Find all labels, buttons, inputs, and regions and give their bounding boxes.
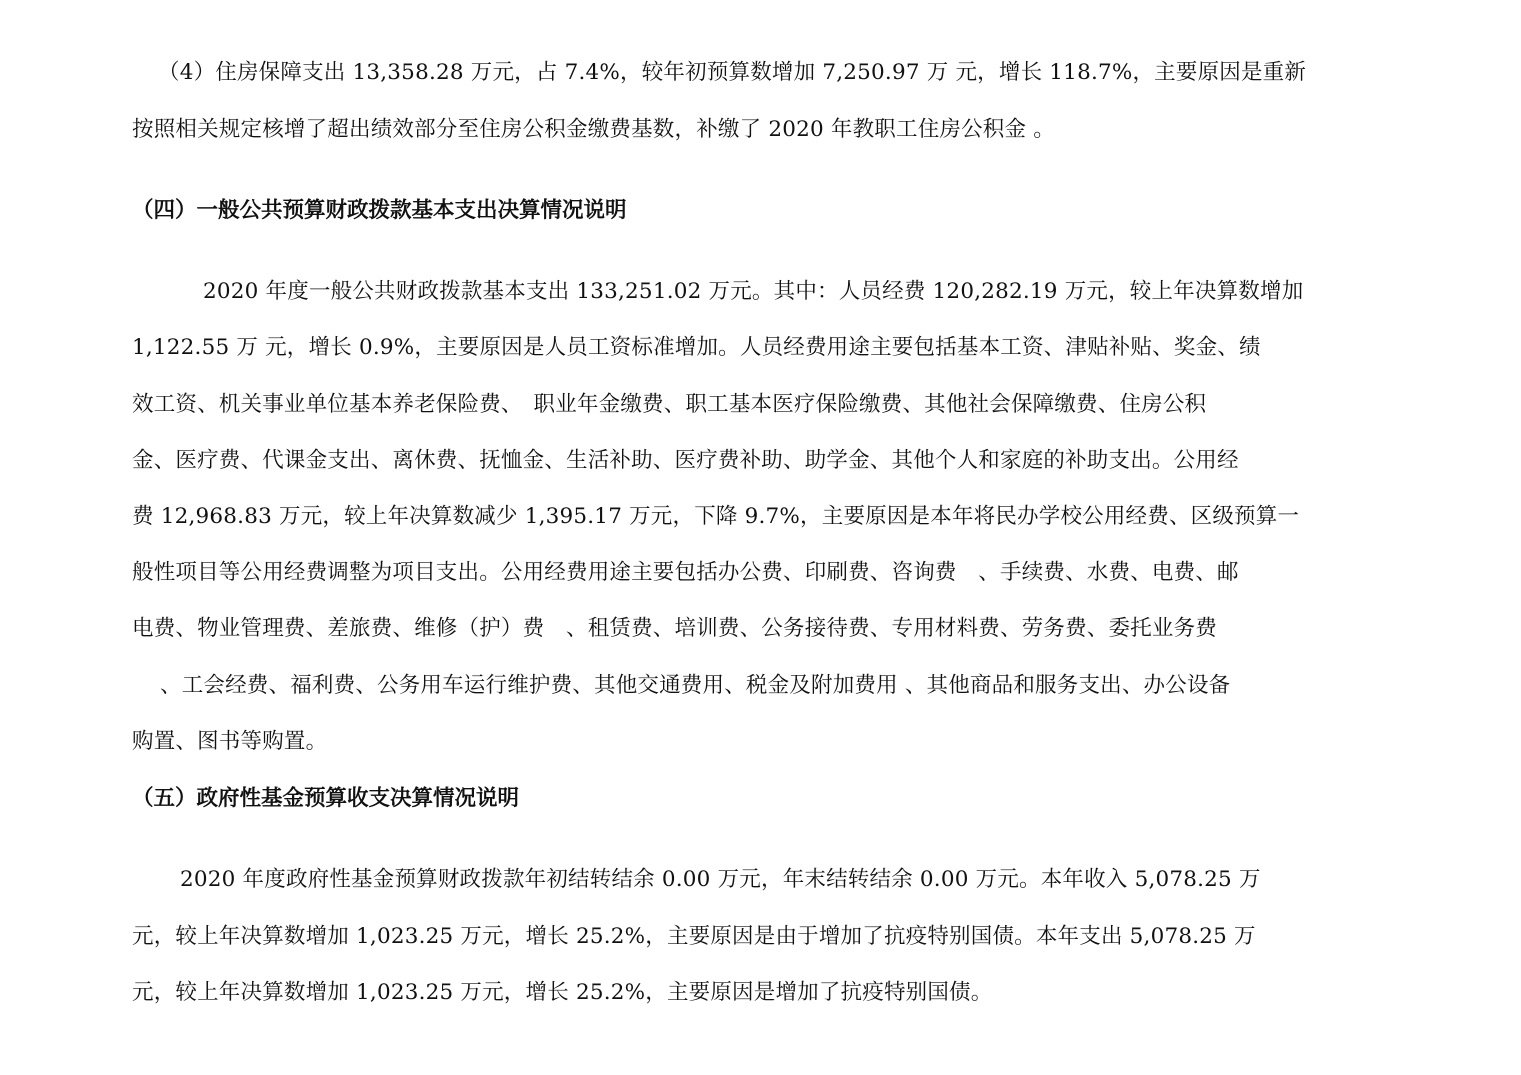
- section-four-line-9: 购置、图书等购置。: [132, 729, 328, 754]
- section-five-heading: （五）政府性基金预算收支决算情况说明: [132, 786, 520, 811]
- section-four-line-4: 金、医疗费、代课金支出、离休费、抚恤金、生活补助、医疗费补助、助学金、其他个人和家庭的补助支出。公用经: [132, 448, 1239, 473]
- section-four-line-7: 电费、物业管理费、差旅费、维修（护）费 、租赁费、培训费、公务接待费、专用材料费、劳务费、委托业务费: [132, 616, 1218, 641]
- section-four-heading: （四）一般公共预算财政拨款基本支出决算情况说明: [132, 198, 627, 223]
- section-five-line-1: 2020 年度政府性基金预算财政拨款年初结转结余 0.00 万元，年末结转结余 0.00 万元。本年收入 5,078.25 万: [180, 867, 1261, 892]
- section-four-line-2: 1,122.55 万 元，增长 0.9%，主要原因是人员工资标准增加。人员经费用途主要包括基本工资、津贴补贴、奖金、绩: [132, 335, 1261, 360]
- section-five-line-3: 元，较上年决算数增加 1,023.25 万元，增长 25.2%，主要原因是增加了抗疫特别国债。: [132, 980, 993, 1005]
- section-four-line-1: 2020 年度一般公共财政拨款基本支出 133,251.02 万元。其中：人员经费 120,282.19 万元，较上年决算数增加: [203, 279, 1304, 304]
- section-four-line-8: 、工会经费、福利费、公务用车运行维护费、其他交通费用、税金及附加费用 、其他商品和服务支出、办公设备: [160, 673, 1231, 698]
- section-four-line-5: 费 12,968.83 万元，较上年决算数减少 1,395.17 万元，下降 9.7%，主要原因是本年将民办学校公用经费、区级预算一: [132, 504, 1300, 529]
- housing-paragraph-line-1: （4）住房保障支出 13,358.28 万元，占 7.4%，较年初预算数增加 7,250.97 万 元，增长 118.7%，主要原因是重新: [158, 60, 1307, 85]
- section-four-line-3: 效工资、机关事业单位基本养老保险费、 职业年金缴费、职工基本医疗保险缴费、其他社会保障缴费、住房公积: [132, 392, 1207, 417]
- section-five-line-2: 元，较上年决算数增加 1,023.25 万元，增长 25.2%，主要原因是由于增加了抗疫特别国债。本年支出 5,078.25 万: [132, 924, 1256, 949]
- housing-paragraph-line-2: 按照相关规定核增了超出绩效部分至住房公积金缴费基数，补缴了 2020 年教职工住房公积金 。: [132, 117, 1055, 142]
- section-four-line-6: 般性项目等公用经费调整为项目支出。公用经费用途主要包括办公费、印刷费、咨询费 、手续费、水费、电费、邮: [132, 560, 1239, 585]
